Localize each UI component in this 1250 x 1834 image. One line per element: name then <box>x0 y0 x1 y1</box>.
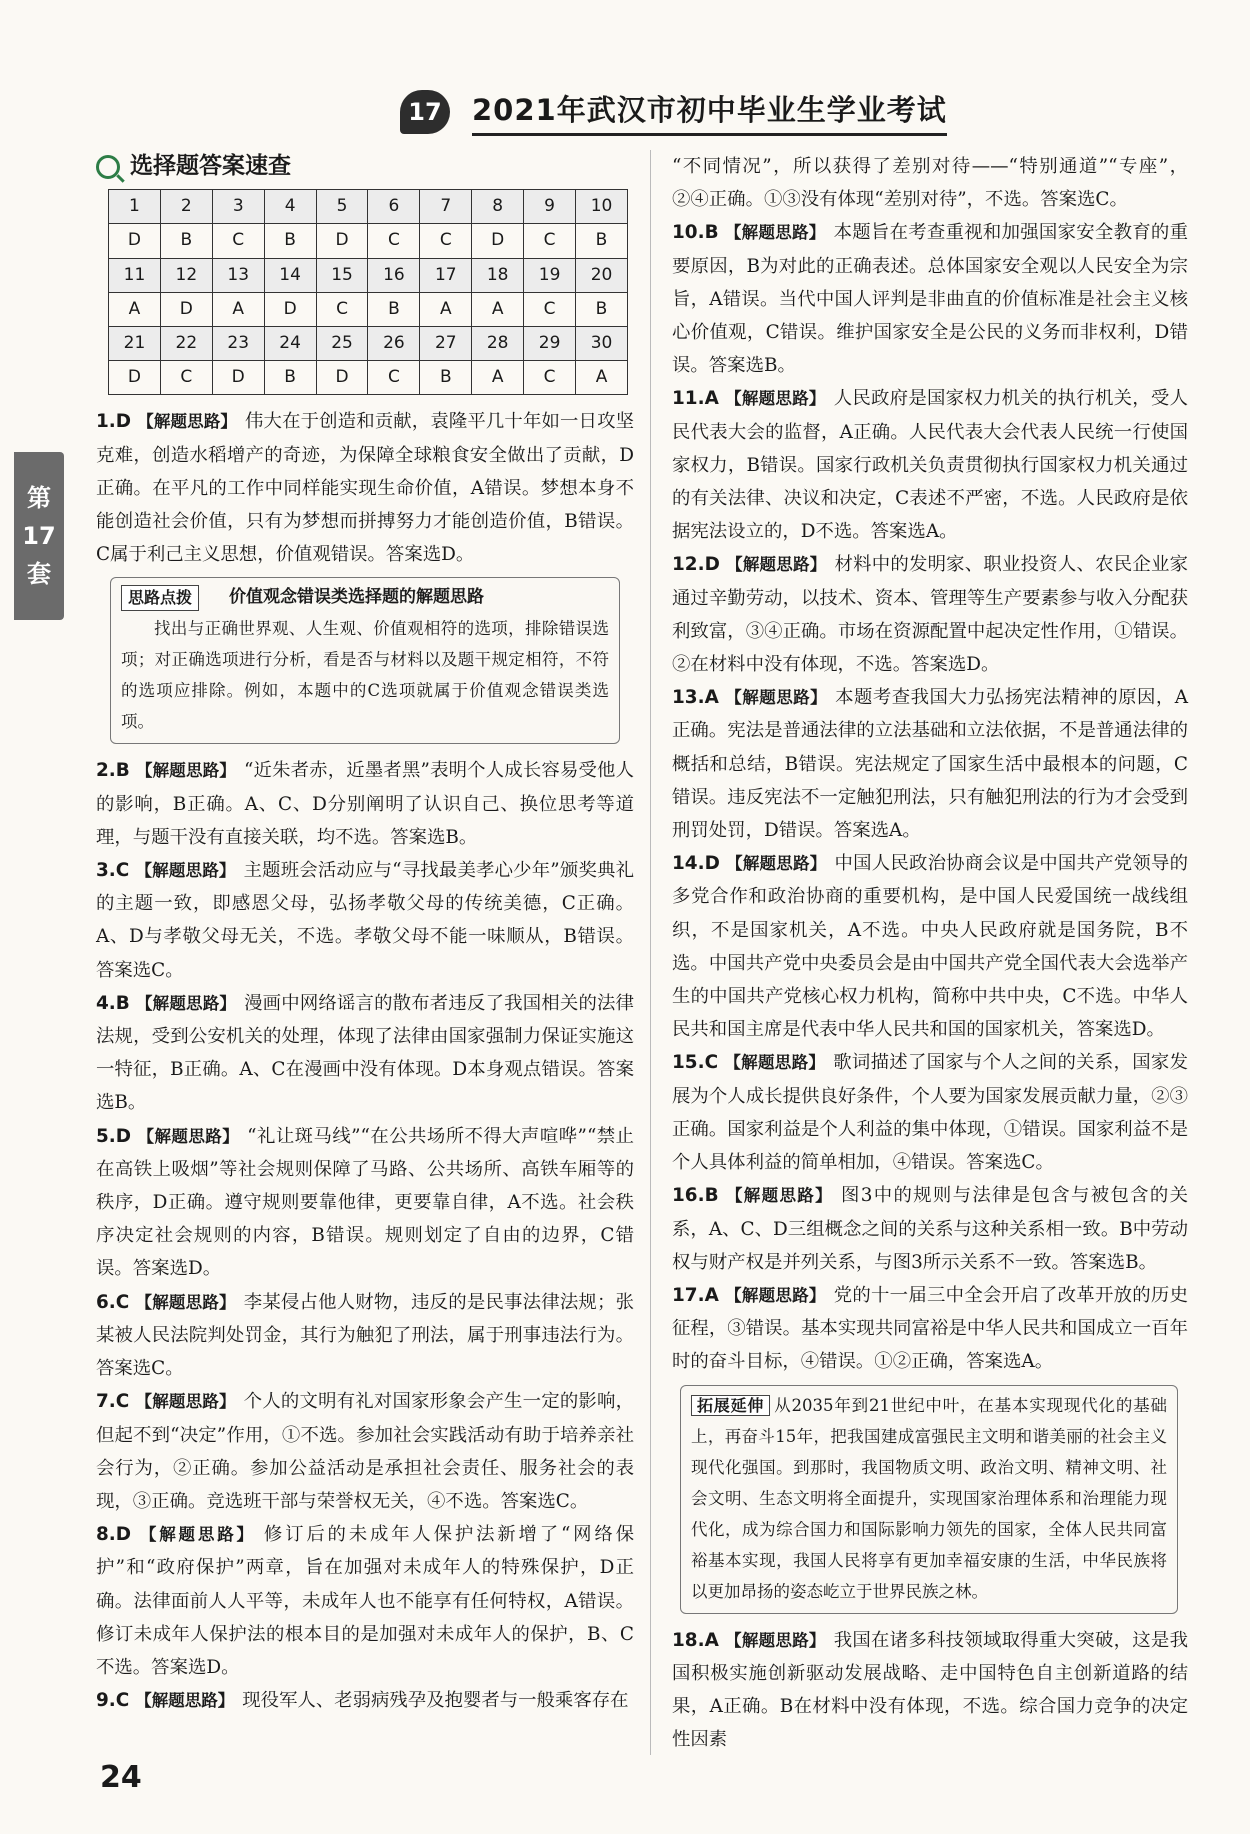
left-column <box>96 150 634 1717</box>
answer-cell: C <box>316 292 368 326</box>
solution-tag: 【解题思路】 <box>724 389 826 409</box>
answer-table-answer-row <box>109 292 628 326</box>
tip-label: 思路点拨 <box>121 585 199 611</box>
answer-cell: C <box>524 361 576 395</box>
answer-cell: C <box>212 224 264 258</box>
answer-cell: A <box>109 292 161 326</box>
question-number-cell: 24 <box>264 327 316 361</box>
solution-tag: 【解题思路】 <box>135 993 237 1013</box>
answer-cell: A <box>420 292 472 326</box>
answer-item <box>96 1385 634 1518</box>
question-number-cell: 22 <box>160 327 212 361</box>
answer-cell: D <box>472 224 524 258</box>
answer-item <box>672 1179 1188 1279</box>
answer-cell: B <box>160 224 212 258</box>
question-number: 7.C <box>96 1391 130 1413</box>
answer-table-number-row <box>109 258 628 292</box>
question-number: 8.D <box>96 1524 132 1546</box>
page-header <box>400 88 947 136</box>
question-text: 人民政府是国家权力机关的执行机关，受人民代表大会的监督，A正确。人民代表大会代表人民统一行使国家权力，B错误。国家行政机关负责贯彻执行国家权力机关通过的有关法律、决议和决定，C表述不严密，不选。人民政府是依据宪法设立的，D不选。答案选A。 <box>672 388 1188 543</box>
answer-cell: D <box>109 224 161 258</box>
question-number: 3.C <box>96 860 130 882</box>
question-number: 13.A <box>672 687 719 709</box>
answer-cell: A <box>212 292 264 326</box>
question-number-cell: 27 <box>420 327 472 361</box>
tip-text: 找出与正确世界观、人生观、价值观相符的选项，排除错误选项；对正确选项进行分析，看是否与材料以及题干规定相符，不符的选项应排除。例如，本题中的C选项就属于价值观念错误类选项。 <box>121 619 609 732</box>
answer-cell: D <box>316 361 368 395</box>
search-icon <box>96 155 120 179</box>
answer-table-number-row <box>109 190 628 224</box>
answer-cell: A <box>472 292 524 326</box>
question-number: 17.A <box>672 1284 719 1306</box>
question-number-cell: 13 <box>212 258 264 292</box>
question-number-cell: 25 <box>316 327 368 361</box>
answer-item <box>96 854 634 987</box>
side-tab <box>14 452 64 620</box>
answer-cell: C <box>420 224 472 258</box>
question-number-cell: 4 <box>264 190 316 224</box>
question-text: “礼让斑马线”“在公共场所不得大声喧哗”“禁止在高铁上吸烟”等社会规则保障了马路、公共场所、高铁车厢等的秩序，D正确。遵守规则要靠他律，更要靠自律，A不选。社会秩序决定社会规则的内容，B错误。规则划定了自由的边界，C错误。答案选D。 <box>96 1125 635 1280</box>
question-number-cell: 21 <box>109 327 161 361</box>
question-18 <box>672 1624 1188 1757</box>
question-number-cell: 30 <box>576 327 628 361</box>
question-text: 伟大在于创造和贡献，袁隆平几十年如一日攻坚克难，创造水稻增产的奇迹，为保障全球粮食安全做出了贡献，D正确。在平凡的工作中同样能实现生命价值，A错误。梦想本身不能创造社会价值，只有为梦想而拼搏努力才能创造价值，B错误。C属于利己主义思想，价值观错误。答案选D。 <box>96 411 634 566</box>
solution-tag: 【解题思路】 <box>724 1285 826 1305</box>
page-number: 24 <box>100 1760 142 1795</box>
question-number: 9.C <box>96 1690 130 1712</box>
answer-item <box>96 1120 634 1286</box>
answer-cell: D <box>212 361 264 395</box>
answer-cell: B <box>264 224 316 258</box>
question-number: 11.A <box>672 388 719 410</box>
solution-tag: 【解题思路】 <box>724 1053 826 1073</box>
question-number-cell: 9 <box>524 190 576 224</box>
question-number-cell: 8 <box>472 190 524 224</box>
answer-cell: D <box>160 292 212 326</box>
answer-item <box>672 1279 1188 1379</box>
question-number: 16.B <box>672 1185 719 1207</box>
question-number: 15.C <box>672 1052 719 1074</box>
solution-tag: 【解题思路】 <box>137 1525 256 1545</box>
solution-tag: 【解题思路】 <box>725 555 827 575</box>
solution-tag: 【解题思路】 <box>724 1186 833 1206</box>
question-text: 本题考查我国大力弘扬宪法精神的原因，A正确。宪法是普通法律的立法基础和立法依据，不是普通法律的概括和总结，B错误。宪法规定了国家生活中最根本的问题，C错误。违反宪法不一定触犯刑法，只有触犯刑法的行为才会受到刑罚处罚，D错误。答案选A。 <box>672 687 1188 842</box>
question-text: 现役军人、老弱病残孕及抱婴者与一般乘客存在 <box>242 1690 629 1712</box>
answer-cell: C <box>368 361 420 395</box>
question-number-cell: 29 <box>524 327 576 361</box>
question-number-cell: 17 <box>420 258 472 292</box>
question-number-cell: 14 <box>264 258 316 292</box>
answer-cell: C <box>160 361 212 395</box>
solution-tag: 【解题思路】 <box>137 1126 240 1146</box>
answer-table-answer-row <box>109 224 628 258</box>
extension-text: 从2035年到21世纪中叶，在基本实现现代化的基础上，再奋斗15年，把我国建成富强民主文明和谐美丽的社会主义现代化强国。到那时，我国物质文明、政治文明、精神文明、社会文明、生态文明将全面提升，实现国家治理体系和治理能力现代化，成为综合国力和国际影响力领先的国家，全体人民共同富裕基本实现，我国人民将享有更加幸福安康的生活，中华民族将以更加昂扬的姿态屹立于世界民族之林。 <box>691 1395 1167 1601</box>
question-number: 1.D <box>96 411 132 433</box>
question-number-cell: 19 <box>524 258 576 292</box>
question-text: 图3中的规则与法律是包含与被包含的关系，A、C、D三组概念之间的关系与这种关系相一致。B中劳动权与财产权是并列关系，与图3所示关系不一致。答案选B。 <box>672 1185 1189 1273</box>
question-number: 14.D <box>672 853 720 875</box>
answer-table-answer-row <box>109 361 628 395</box>
answer-item <box>672 548 1188 681</box>
question-text: 党的十一届三中全会开启了改革开放的历史征程，③错误。基本实现共同富裕是中华人民共和国成立一百年时的奋斗目标，④错误。①②正确，答案选A。 <box>672 1284 1188 1373</box>
answer-item <box>96 754 634 854</box>
right-column <box>672 150 1188 1756</box>
answer-cell: A <box>472 361 524 395</box>
answer-cell: B <box>576 224 628 258</box>
question-number-cell: 6 <box>368 190 420 224</box>
answer-item <box>96 1684 634 1717</box>
question-number: 18.A <box>672 1629 719 1651</box>
solution-tag: 【解题思路】 <box>135 1292 236 1312</box>
right-items <box>672 150 1188 1379</box>
answer-cell: B <box>420 361 472 395</box>
question-text: 歌词描述了国家与个人之间的关系，国家发展为个人成长提供良好条件，个人要为国家发展贡献力量，②③正确。国家利益是个人利益的集中体现，①错误。国家利益不是个人具体利益的简单相加，④错误。答案选C。 <box>672 1052 1188 1174</box>
question-text: 漫画中网络谣言的散布者违反了我国相关的法律法规，受到公安机关的处理，体现了法律由国家强制力保证实施这一特征，B正确。A、C在漫画中没有体现。D本身观点错误。答案选B。 <box>96 992 634 1114</box>
side-tab-line2: 17 <box>22 522 56 550</box>
page-title: 2021年武汉市初中毕业生学业考试 <box>472 88 947 136</box>
question-number-cell: 28 <box>472 327 524 361</box>
question-text: 主题班会活动应与“寻找最美孝心少年”颁奖典礼的主题一致，即感恩父母，弘扬孝敬父母的传统美德，C正确。A、D与孝敬父母无关，不选。孝敬父母不能一味顺从，B错误。答案选C。 <box>96 860 634 981</box>
solution-tag: 【解题思路】 <box>135 761 236 781</box>
solution-tag: 【解题思路】 <box>724 223 826 243</box>
answer-item <box>672 681 1188 847</box>
answer-cell: C <box>524 224 576 258</box>
answer-cell: D <box>109 361 161 395</box>
question-text: 中国人民政治协商会议是中国共产党领导的多党合作和政治协商的重要机构，是中国人民爱国统一战线组织，不是国家机关，A不选。中央人民政府就是国务院，B不选。中国共产党中央委员会是由中国共产党全国代表大会选举产生的中国共产党核心权力机构，简称中共中央，C不选。中华人民共和国主席是代表中华人民共和国的国家机关，答案选D。 <box>672 853 1188 1041</box>
extension-label: 拓展延伸 <box>691 1395 770 1416</box>
question-number: 10.B <box>672 222 719 244</box>
answer-cell: C <box>524 292 576 326</box>
question-number-cell: 7 <box>420 190 472 224</box>
question-number-cell: 23 <box>212 327 264 361</box>
set-number-badge: 17 <box>400 90 450 134</box>
question-text: 李某侵占他人财物，违反的是民事法律法规；张某被人民法院判处罚金，其行为触犯了刑法，属于刑事违法行为。答案选C。 <box>96 1291 634 1380</box>
question-number: 12.D <box>672 554 720 576</box>
question-number-cell: 11 <box>109 258 161 292</box>
answer-cell: D <box>316 224 368 258</box>
answer-table <box>108 189 628 395</box>
question-text: 本题旨在考查重视和加强国家安全教育的重要原因，B为对此的正确表述。总体国家安全观以人民安全为宗旨，A错误。当代中国人评判是非曲直的价值标准是社会主义核心价值观，C错误。维护国家安全是公民的义务而非权利，D错误。答案选B。 <box>672 222 1188 377</box>
question-number-cell: 20 <box>576 258 628 292</box>
question-number: 6.C <box>96 1291 130 1313</box>
left-items-a <box>96 405 634 571</box>
side-tab-line1: 第 <box>27 484 51 512</box>
question-number-cell: 18 <box>472 258 524 292</box>
question-text: “不同情况”，所以获得了差别对待——“特别通道”“专座”，②④正确。①③没有体现“差别对待”，不选。答案选C。 <box>672 156 1188 211</box>
quick-answers-heading <box>96 150 634 183</box>
column-divider <box>650 150 651 1755</box>
left-items-b <box>96 754 634 1717</box>
question-number: 2.B <box>96 760 130 782</box>
question-text: 材料中的发明家、职业投资人、农民企业家通过辛勤劳动，以技术、资本、管理等生产要素参与收入分配获利致富，③④正确。市场在资源配置中起决定性作用，①错误。②在材料中没有体现，不选。答案选D。 <box>672 554 1188 676</box>
solution-tag: 【解题思路】 <box>135 861 236 881</box>
answer-item <box>96 987 634 1120</box>
answer-item <box>96 405 634 571</box>
tip-box <box>110 577 620 744</box>
question-text: 个人的文明有礼对国家形象会产生一定的影响，但起不到“决定”作用，①不选。参加社会实践活动有助于培养亲社会行为，②正确。参加公益活动是承担社会责任、服务社会的表现，③正确。竞选班干部与荣誉权无关，④不选。答案选C。 <box>96 1391 634 1512</box>
question-number-cell: 12 <box>160 258 212 292</box>
solution-tag: 【解题思路】 <box>135 1392 236 1412</box>
answer-item <box>96 1518 634 1684</box>
question-text: 修订后的未成年人保护法新增了“网络保护”和“政府保护”两章，旨在加强对未成年人的特殊保护，D正确。法律面前人人平等，未成年人也不能享有任何特权，A错误。修订未成年人保护法的根本目的是加强对未成年人的保护，B、C不选。答案选D。 <box>96 1524 635 1678</box>
answer-cell: B <box>264 361 316 395</box>
tip-title: 价值观念错误类选择题的解题思路 <box>229 587 485 608</box>
answer-item <box>96 1286 634 1386</box>
question-number: 4.B <box>96 992 130 1014</box>
answer-item <box>672 150 1188 216</box>
question-number-cell: 2 <box>160 190 212 224</box>
answer-cell: C <box>368 224 420 258</box>
answer-item <box>672 216 1188 382</box>
solution-tag: 【解题思路】 <box>725 854 827 874</box>
question-number-cell: 15 <box>316 258 368 292</box>
question-text: 我国在诸多科技领域取得重大突破，这是我国积极实施创新驱动发展战略、走中国特色自主创新道路的结果，A正确。B在材料中没有体现，不选。综合国力竞争的决定性因素 <box>672 1629 1188 1751</box>
question-text: “近朱者赤，近墨者黑”表明个人成长容易受他人的影响，B正确。A、C、D分别阐明了认识自己、换位思考等道理，与题干没有直接关联，均不选。答案选B。 <box>96 760 634 848</box>
question-number-cell: 10 <box>576 190 628 224</box>
question-number-cell: 1 <box>109 190 161 224</box>
answer-item <box>672 1046 1188 1179</box>
answer-item <box>672 382 1188 548</box>
question-number-cell: 26 <box>368 327 420 361</box>
question-number-cell: 3 <box>212 190 264 224</box>
answer-table-number-row <box>109 327 628 361</box>
solution-tag: 【解题思路】 <box>137 412 238 432</box>
side-tab-line3: 套 <box>27 560 51 588</box>
solution-tag: 【解题思路】 <box>724 1630 826 1650</box>
answer-cell: A <box>576 361 628 395</box>
solution-tag: 【解题思路】 <box>135 1691 235 1711</box>
solution-tag: 【解题思路】 <box>724 688 828 708</box>
question-number: 5.D <box>96 1125 132 1147</box>
answer-cell: B <box>576 292 628 326</box>
quick-answers-title: 选择题答案速查 <box>130 153 291 179</box>
answer-item <box>672 847 1188 1046</box>
question-number-cell: 16 <box>368 258 420 292</box>
extension-box <box>680 1385 1178 1614</box>
answer-cell: B <box>368 292 420 326</box>
answer-cell: D <box>264 292 316 326</box>
question-number-cell: 5 <box>316 190 368 224</box>
